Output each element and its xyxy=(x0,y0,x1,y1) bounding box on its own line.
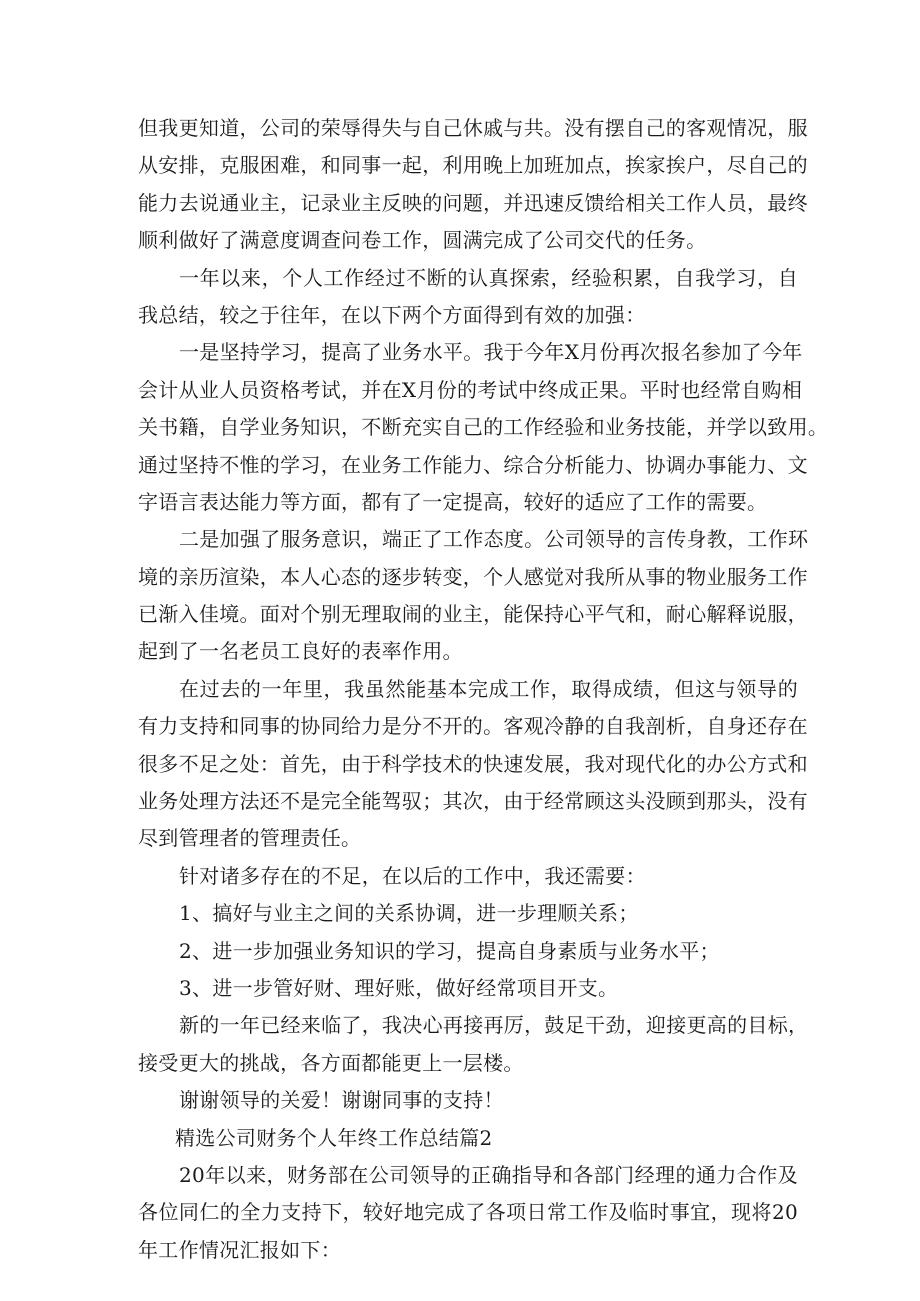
paragraph xyxy=(138,671,808,858)
text-line: 1、搞好与业主之间的关系协调，进一步理顺关系； xyxy=(179,901,639,926)
text-line: 我总结，较之于往年，在以下两个方面得到有效的加强： xyxy=(138,302,646,327)
paragraph xyxy=(138,260,798,335)
text-line: 接受更大的挑战，各方面都能更上一层楼。 xyxy=(138,1050,524,1075)
paragraph xyxy=(138,1007,809,1082)
text-line: 顺利做好了满意度调查问卷工作，圆满完成了公司交代的任务。 xyxy=(138,228,707,253)
text-line: 业务处理方法还不是完全能驾驭；其次，由于经常顾这头没顾到那头，没有 xyxy=(138,789,808,814)
text-line: 起到了一名老员工良好的表率作用。 xyxy=(138,639,463,664)
text-line: 2、进一步加强业务知识的学习，提高自身素质与业务水平； xyxy=(179,938,720,963)
text-line: 一年以来，个人工作经过不断的认真探索，经验积累，自我学习，自 xyxy=(179,265,798,290)
text-line: 很多不足之处：首先，由于科学技术的快速发展，我对现代化的办公方式和 xyxy=(138,751,808,776)
text-line: 年工作情况汇报如下： xyxy=(138,1237,341,1262)
text-line: 会计从业人员资格考试，并在X月份的考试中终成正果。平时也经常自购相 xyxy=(138,377,803,402)
paragraph xyxy=(138,1157,798,1269)
section-title: 精选公司财务个人年终工作总结篇2 xyxy=(175,1125,493,1150)
paragraph xyxy=(138,110,808,260)
text-line: 二是加强了服务意识，端正了工作态度。公司领导的言传身教，工作环 xyxy=(179,527,809,552)
section-heading xyxy=(138,1120,798,1157)
text-line: 在过去的一年里，我虽然能基本完成工作，取得成绩，但这与领导的 xyxy=(179,676,798,701)
text-line: 字语言表达能力等方面，都有了一定提高，较好的适应了工作的需要。 xyxy=(138,489,768,514)
document-body xyxy=(138,110,829,1269)
paragraph xyxy=(138,1082,798,1119)
text-line: 关书籍，自学业务知识，不断充实自己的工作经验和业务技能，并学以致用。 xyxy=(138,415,829,440)
text-line: 新的一年已经来临了，我决心再接再厉，鼓足干劲，迎接更高的目标， xyxy=(179,1013,809,1038)
text-line: 境的亲历渲染，本人心态的逐步转变，个人感觉对我所从事的物业服务工作 xyxy=(138,564,808,589)
text-line: 一是坚持学习，提高了业务水平。我于今年X月份再次报名参加了今年 xyxy=(179,340,803,365)
text-line: 3、进一步管好财、理好账，做好经常项目开支。 xyxy=(179,975,619,1000)
text-line: 各位同仁的全力支持下，较好地完成了各项日常工作及临时事宜，现将20 xyxy=(138,1200,798,1225)
text-line: 从安排，克服困难，和同事一起，利用晚上加班加点，挨家挨户，尽自己的 xyxy=(138,153,808,178)
text-line: 已渐入佳境。面对个别无理取闹的业主，能保持心平气和，耐心解释说服， xyxy=(138,602,808,627)
text-line: 谢谢领导的关爱！谢谢同事的支持！ xyxy=(179,1088,504,1113)
text-line: 有力支持和同事的协同给力是分不开的。客观冷静的自我剖析，自身还存在 xyxy=(138,714,808,739)
text-line: 尽到管理者的管理责任。 xyxy=(138,826,362,851)
paragraph xyxy=(138,334,829,521)
text-line: 但我更知道，公司的荣辱得失与自己休戚与共。没有摆自己的客观情况，服 xyxy=(138,116,808,140)
text-line: 通过坚持不惟的学习，在业务工作能力、综合分析能力、协调办事能力、文 xyxy=(138,452,808,477)
text-line: 针对诸多存在的不足，在以后的工作中，我还需要： xyxy=(179,863,646,888)
text-line: 能力去说通业主，记录业主反映的问题，并迅速反馈给相关工作人员，最终 xyxy=(138,190,808,215)
list-item xyxy=(138,895,798,932)
list-item xyxy=(138,933,798,970)
list-item xyxy=(138,970,798,1007)
paragraph xyxy=(138,858,798,895)
text-line: 20年以来，财务部在公司领导的正确指导和各部门经理的通力合作及 xyxy=(179,1162,798,1187)
paragraph xyxy=(138,521,809,671)
